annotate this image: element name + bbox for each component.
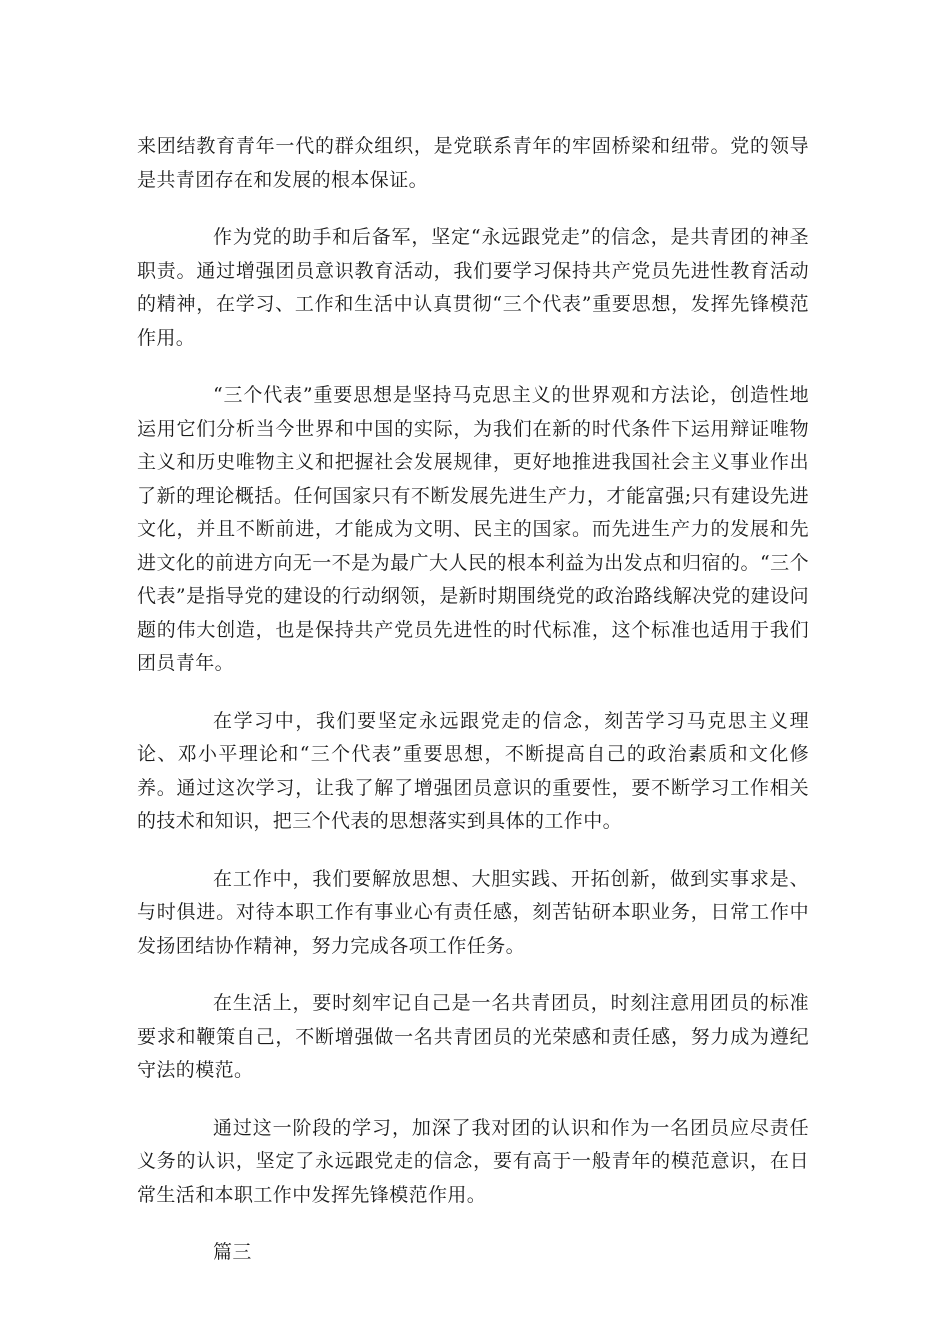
paragraph-in-work: 在工作中，我们要解放思想、大胆实践、开拓创新，做到实事求是、与时俱进。对待本职工作有事业心有责任感，刻苦钻研本职业务，日常工作中发扬团结协作精神，努力完成各项工作任务。: [137, 867, 809, 957]
paragraph-in-study: 在学习中，我们要坚定永远跟党走的信念，刻苦学习马克思主义理论、邓小平理论和“三个代表”重要思想，不断提高自己的政治素质和文化修养。通过这次学习，让我了解了增强团员意识的重要性，要不断学习工作相关的技术和知识，把三个代表的思想落实到具体的工作中。: [137, 709, 809, 832]
paragraph-in-life: 在生活上，要时刻牢记自己是一名共青团员，时刻注意用团员的标准要求和鞭策自己，不断增强做一名共青团员的光荣感和责任感，努力成为遵纪守法的模范。: [137, 992, 809, 1081]
paragraph-continuation: 来团结教育青年一代的群众组织，是党联系青年的牢固桥梁和纽带。党的领导是共青团存在和发展的根本保证。: [137, 135, 809, 191]
paragraph-conclusion: 通过这一阶段的学习，加深了我对团的认识和作为一名团员应尽责任义务的认识，坚定了永远跟党走的信念，要有高于一般青年的模范意识，在日常生活和本职工作中发挥先锋模范作用。: [137, 1116, 809, 1206]
section-heading: 篇三: [213, 1241, 252, 1263]
paragraph-three-represents: “三个代表”重要思想是坚持马克思主义的世界观和方法论，创造性地运用它们分析当今世界和中国的实际，为我们在新的时代条件下运用辩证唯物主义和历史唯物主义和把握社会发展规律，更好地推进我国社会主义事业作出了新的理论概括。任何国家只有不断发展先进生产力，才能富强;只有建设先进文化，并且不断前进，才能成为文明、民主的国家。而先进生产力的发展和先进文化的前进方向无一不是为最广大人民的根本利益为出发点和归宿的。“三个代表”是指导党的建设的行动纲领，是新时期围绕党的政治路线解决党的建设问题的伟大创造，也是保持共产党员先进性的时代标准，这个标准也适用于我们团员青年。: [137, 384, 809, 674]
document-body: [137, 130, 809, 1270]
paragraph-party-assistant: 作为党的助手和后备军，坚定“永远跟党走”的信念，是共青团的神圣职责。通过增强团员意识教育活动，我们要学习保持共产党员先进性教育活动的精神，在学习、工作和生活中认真贯彻“三个代表”重要思想，发挥先锋模范作用。: [137, 226, 809, 349]
